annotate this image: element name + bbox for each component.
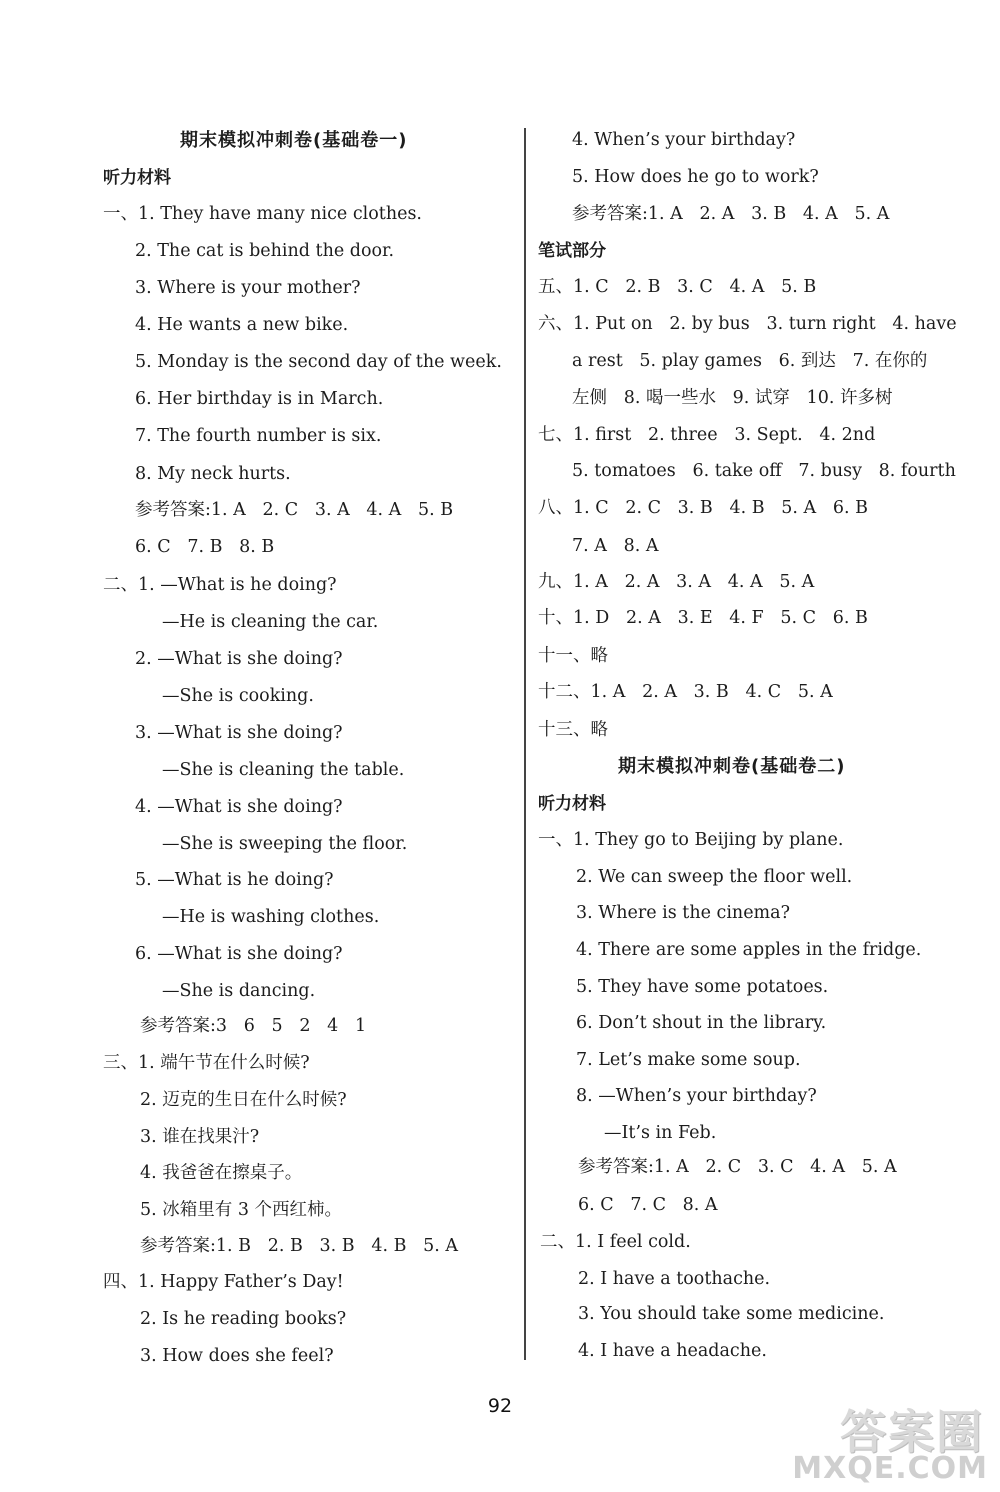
text-line: 十三、略 xyxy=(538,720,608,740)
text-line: 参考答案:1. A 2. A 3. B 4. A 5. A xyxy=(572,204,890,224)
text-line: 二、1. I feel cold. xyxy=(540,1232,691,1252)
text-line: 八、1. C 2. C 3. B 4. B 5. A 6. B xyxy=(538,498,868,518)
text-line: 7. A 8. A xyxy=(572,536,659,556)
section-heading: 听力材料 xyxy=(103,168,171,188)
text-line: 3. 谁在找果汁? xyxy=(140,1127,260,1147)
watermark-logo: 答案圈 xyxy=(840,1405,984,1459)
text-line: —He is cleaning the car. xyxy=(162,612,379,632)
text-line: —She is cooking. xyxy=(162,686,314,706)
text-line: 5. 冰箱里有 3 个西红柿。 xyxy=(140,1200,343,1220)
watermark xyxy=(787,1396,992,1486)
text-line: 2. We can sweep the floor well. xyxy=(576,867,853,887)
text-line: 4. There are some apples in the fridge. xyxy=(576,940,922,960)
text-line: 十一、略 xyxy=(538,646,608,666)
text-line: 3. You should take some medicine. xyxy=(578,1304,885,1324)
text-line: 一、1. They have many nice clothes. xyxy=(103,204,422,224)
text-line: 参考答案:1. B 2. B 3. B 4. B 5. A xyxy=(140,1236,459,1256)
text-line: 8. —When’s your birthday? xyxy=(576,1086,817,1106)
text-line: 十、1. D 2. A 3. E 4. F 5. C 6. B xyxy=(538,608,868,628)
text-line: 五、1. C 2. B 3. C 4. A 5. B xyxy=(538,277,817,297)
text-line: 九、1. A 2. A 3. A 4. A 5. A xyxy=(538,572,815,592)
text-line: 3. —What is she doing? xyxy=(135,723,343,743)
text-line: 三、1. 端午节在什么时候? xyxy=(103,1053,310,1073)
section-heading: 笔试部分 xyxy=(538,241,606,261)
column-divider xyxy=(524,128,526,1360)
text-line: —She is cleaning the table. xyxy=(162,760,405,780)
text-line: 4. When’s your birthday? xyxy=(572,130,796,150)
text-line: 4. —What is she doing? xyxy=(135,797,343,817)
text-line: 七、1. first 2. three 3. Sept. 4. 2nd xyxy=(538,425,876,445)
text-line: —She is sweeping the floor. xyxy=(162,834,408,854)
text-line: 十二、1. A 2. A 3. B 4. C 5. A xyxy=(538,682,833,702)
text-line: 6. Her birthday is in March. xyxy=(135,389,384,409)
text-line: 7. The fourth number is six. xyxy=(135,426,382,446)
text-line: 5. How does he go to work? xyxy=(572,167,819,187)
text-line: —He is washing clothes. xyxy=(162,907,380,927)
text-line: 5. They have some potatoes. xyxy=(576,977,829,997)
text-line: 7. Let’s make some soup. xyxy=(576,1050,801,1070)
text-line: 3. How does she feel? xyxy=(140,1346,334,1366)
text-line: 4. He wants a new bike. xyxy=(135,315,349,335)
section-title: 期末模拟冲刺卷(基础卷二) xyxy=(618,756,846,777)
text-line: 2. The cat is behind the door. xyxy=(135,241,395,261)
text-line: 一、1. They go to Beijing by plane. xyxy=(538,830,844,850)
text-line: 6. Don’t shout in the library. xyxy=(576,1013,827,1033)
text-line: 3. Where is the cinema? xyxy=(576,903,790,923)
section-heading: 听力材料 xyxy=(538,794,606,814)
text-line: 4. I have a headache. xyxy=(578,1341,767,1361)
text-line: 6. C 7. B 8. B xyxy=(135,537,275,557)
text-line: 左侧 8. 喝一些水 9. 试穿 10. 许多树 xyxy=(572,388,893,408)
page-number: 92 xyxy=(487,1395,513,1417)
text-line: 4. 我爸爸在擦桌子。 xyxy=(140,1163,303,1183)
text-line: 四、1. Happy Father’s Day! xyxy=(103,1272,344,1292)
text-line: 6. —What is she doing? xyxy=(135,944,343,964)
text-line: 8. My neck hurts. xyxy=(135,464,291,484)
text-line: 2. 迈克的生日在什么时候? xyxy=(140,1090,347,1110)
text-line: 5. —What is he doing? xyxy=(135,870,334,890)
text-line: 3. Where is your mother? xyxy=(135,278,361,298)
watermark-url: MXQE.COM xyxy=(792,1451,988,1486)
text-line: —It’s in Feb. xyxy=(604,1123,717,1143)
text-line: 2. Is he reading books? xyxy=(140,1309,347,1329)
text-line: 六、1. Put on 2. by bus 3. turn right 4. have xyxy=(538,314,957,334)
text-line: 5. tomatoes 6. take off 7. busy 8. fourth xyxy=(572,461,956,481)
text-line: 参考答案:1. A 2. C 3. C 4. A 5. A xyxy=(578,1157,897,1177)
text-line: 参考答案:1. A 2. C 3. A 4. A 5. B xyxy=(135,500,454,520)
text-line: 6. C 7. C 8. A xyxy=(578,1195,718,1215)
text-line: 2. I have a toothache. xyxy=(578,1269,771,1289)
text-line: a rest 5. play games 6. 到达 7. 在你的 xyxy=(572,351,928,371)
text-line: 5. Monday is the second day of the week. xyxy=(135,352,502,372)
text-line: 参考答案:3 6 5 2 4 1 xyxy=(140,1016,367,1036)
text-line: 2. —What is she doing? xyxy=(135,649,343,669)
text-line: 二、1. —What is he doing? xyxy=(103,575,337,595)
text-line: —She is dancing. xyxy=(162,981,316,1001)
section-title: 期末模拟冲刺卷(基础卷一) xyxy=(180,130,408,151)
